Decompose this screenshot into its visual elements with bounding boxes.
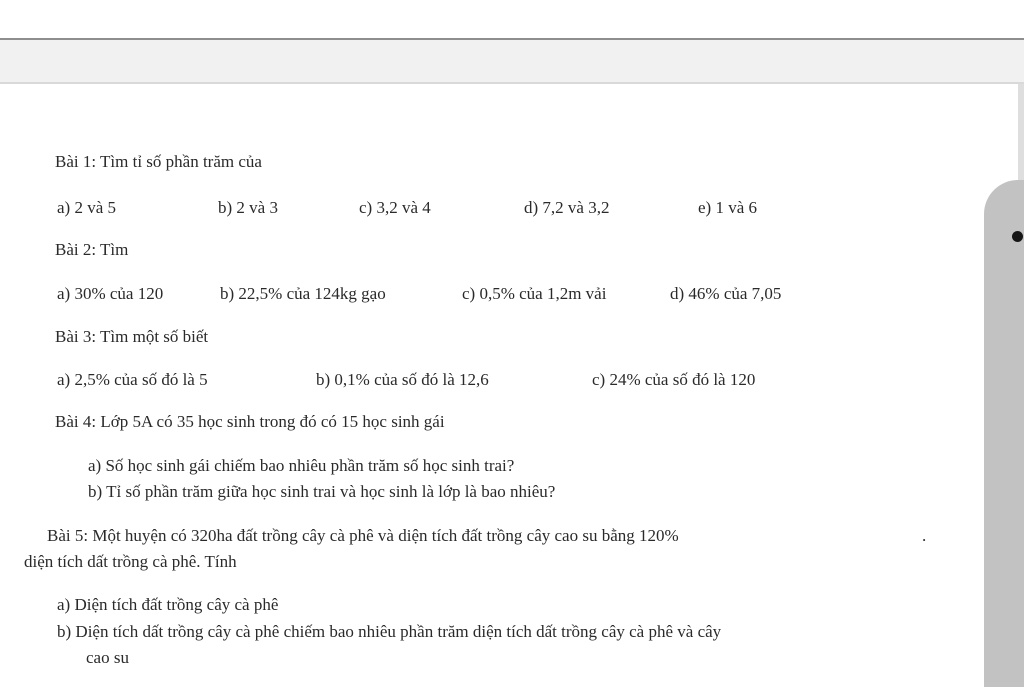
bai4-item-a: a) Số học sinh gái chiếm bao nhiêu phần trăm số học sinh trai? [88, 456, 515, 475]
bai3-item-b: b) 0,1% của số đó là 12,6 [316, 370, 489, 389]
bai2-item-a: a) 30% của 120 [57, 284, 164, 303]
bai1-title: Bài 1: Tìm tỉ số phần trăm của [55, 152, 262, 171]
bai1-item-e: e) 1 và 6 [698, 198, 758, 217]
bai1-item-c: c) 3,2 và 4 [359, 198, 431, 217]
bai2-title: Bài 2: Tìm [55, 240, 129, 259]
bai3-item-a: a) 2,5% của số đó là 5 [57, 370, 208, 389]
bai3-item-c: c) 24% của số đó là 120 [592, 370, 756, 389]
bai5-item-a: a) Diện tích đất trồng cây cà phê [57, 595, 279, 614]
toolbar-band [0, 40, 1024, 82]
bai5-item-b-continued: cao su [86, 648, 129, 667]
bai5-item-b: b) Diện tích dất trồng cây cà phê chiếm bao nhiêu phần trăm diện tích dất trồng cây cà phê và cây [57, 622, 722, 641]
bai3-title: Bài 3: Tìm một số biết [55, 327, 209, 346]
bai5-title-line1: Bài 5: Một huyện có 320ha đất trồng cây cà phê và diện tích đất trồng cây cao su bằng 120% [47, 526, 679, 545]
bai4-title: Bài 4: Lớp 5A có 35 học sinh trong đó có 15 học sinh gái [55, 412, 445, 431]
page-top-edge [0, 82, 1024, 84]
side-panel [984, 180, 1024, 687]
bai1-item-a: a) 2 và 5 [57, 198, 117, 217]
bai2-item-b: b) 22,5% của 124kg gạo [220, 284, 386, 303]
side-dot-icon [1012, 231, 1023, 242]
bai1-item-d: d) 7,2 và 3,2 [524, 198, 610, 217]
bai5-title-line2: diện tích dất trồng cà phê. Tính [24, 552, 237, 571]
stray-dot: . [922, 526, 927, 545]
bai4-item-b: b) Tỉ số phần trăm giữa học sinh trai và học sinh là lớp là bao nhiêu? [88, 482, 556, 501]
bai2-item-c: c) 0,5% của 1,2m vải [462, 284, 607, 303]
bai2-item-d: d) 46% của 7,05 [670, 284, 782, 303]
bai1-item-b: b) 2 và 3 [218, 198, 278, 217]
